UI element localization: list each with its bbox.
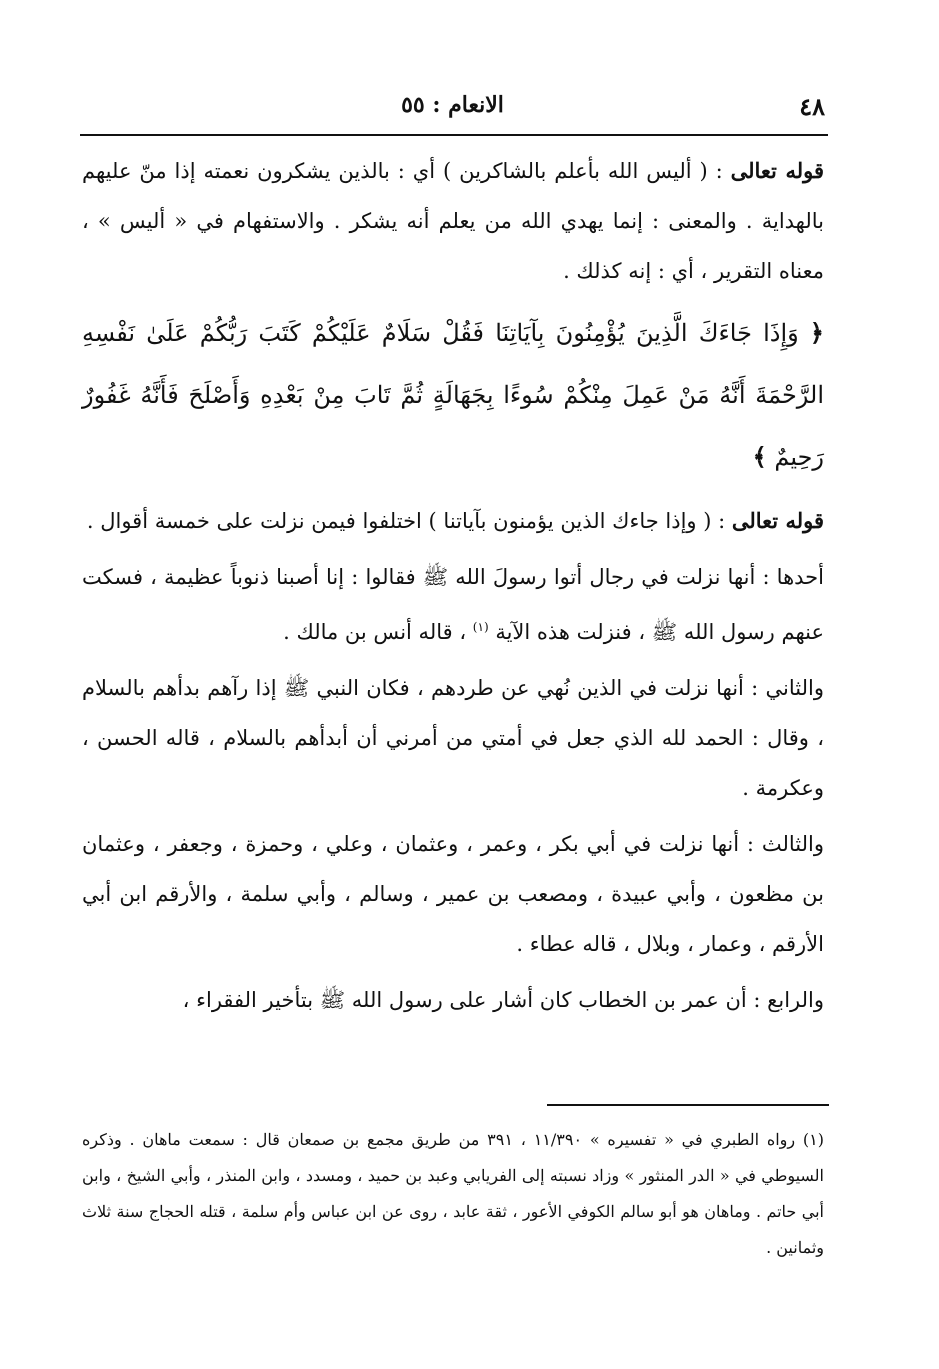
quran-verse xyxy=(82,302,824,488)
header-title: الانعام : ٥٥ xyxy=(401,92,504,118)
body-text xyxy=(82,146,824,1031)
paragraph-opinion-2 xyxy=(82,663,824,813)
footnotes xyxy=(82,1122,824,1266)
verse-close-bracket: ﴾ xyxy=(752,442,767,471)
paragraph-text: ، قاله أنس بن مالك . xyxy=(283,620,467,644)
verse-text: وَإِذَا جَاءَكَ الَّذِينَ يُؤْمِنُونَ بِآيَاتِنَا فَقُلْ سَلَامٌ عَلَيْكُمْ كَتَبَ رَبُّكُمْ عَلَىٰ نَفْسِهِ الرَّحْمَةَ أَنَّهُ مَنْ عَمِلَ مِنْكُمْ سُوءًا بِجَهَالَةٍ ثُمَّ تَابَ مِنْ بَعْدِهِ وَأَصْلَحَ فَأَنَّهُ غَفُورٌ رَحِيمٌ xyxy=(82,319,825,471)
verse-open-bracket: ﴿ xyxy=(809,318,824,347)
paragraph-text: والثاني : أنها نزلت في الذين نُهي عن طردهم ، فكان النبي ﷺ إذا رآهم بدأهم بالسلام ، وقال : الحمد لله الذي جعل في أمتي من أمرني أن أبدأهم بالسلام ، قاله الحسن ، وعكرمة . xyxy=(82,676,824,800)
footnote-rule xyxy=(547,1104,829,1106)
paragraph-text: والرابع : أن عمر بن الخطاب كان أشار على رسول الله ﷺ بتأخير الفقراء ، xyxy=(182,988,824,1012)
paragraph-opinion-3 xyxy=(82,819,824,969)
page-number: ٤٨ xyxy=(799,92,825,121)
paragraph-opinion-4 xyxy=(82,975,824,1025)
keyword-label: قوله تعالى xyxy=(731,508,824,533)
footnote-marker: (١) xyxy=(472,620,489,634)
paragraph-commentary-2 xyxy=(82,496,824,546)
paragraph-text: أحدها : أنها نزلت في رجال أتوا رسولَ الله ﷺ فقالوا : إنا أصبنا ذنوباً عظيمة ، فسكت عنهم رسول الله ﷺ ، فنزلت هذه الآية xyxy=(82,565,824,644)
paragraph-text: : ( وإذا جاءك الذين يؤمنون بآياتنا ) اختلفوا فيمن نزلت على خمسة أقوال . xyxy=(86,509,726,533)
header-rule xyxy=(80,134,828,136)
footnote-1: (١) رواه الطبري في « تفسيره » ١١/٣٩٠ ، ٣٩١ من طريق مجمع بن صمعان قال : سمعت ماهان . وذكره السيوطي في « الدر المنثور » وزاد نسبته إلى الفريابي وعبد بن حميد ، ومسدد ، وابن المنذر ، وأبي الشيخ ، وابن أبي حاتم . وماهان هو أبو سالم الكوفي الأعور ، ثقة عابد ، روى عن ابن عباس وأم سلمة ، قتله الحجاج سنة ثلاث وثمانين . xyxy=(82,1130,825,1257)
paragraph-commentary-1 xyxy=(82,146,824,296)
paragraph-opinion-1 xyxy=(82,552,824,657)
paragraph-text: : ( أليس الله بأعلم بالشاكرين ) أي : بالذين يشكرون نعمته إذا منّ عليهم بالهداية . والمعنى : إنما يهدي الله من يعلم أنه يشكر . والاستفهام في « أليس » ، معناه التقرير ، أي : إنه كذلك . xyxy=(82,159,824,283)
running-head xyxy=(80,92,825,132)
paragraph-text: والثالث : أنها نزلت في أبي بكر ، وعمر ، وعثمان ، وعلي ، وحمزة ، وجعفر ، وعثمان بن مظعون ، وأبي عبيدة ، ومصعب بن عمير ، وسالم ، وأبي سلمة ، والأرقم ابن أبي الأرقم ، وعمار ، وبلال ، قاله عطاء . xyxy=(82,832,824,956)
keyword-label: قوله تعالى xyxy=(730,158,825,183)
